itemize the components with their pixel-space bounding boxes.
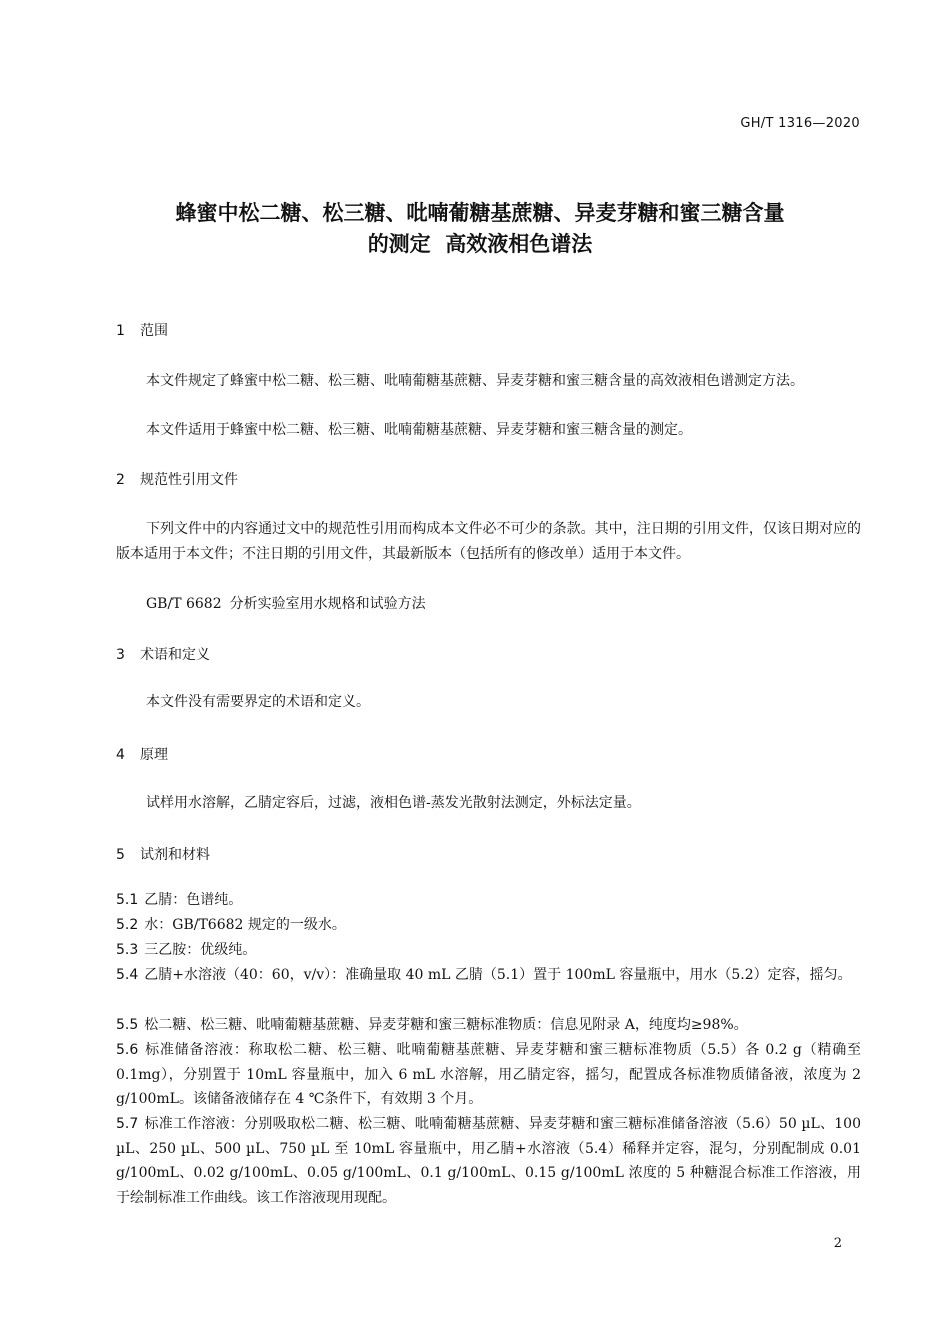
section-title: 原理 bbox=[140, 747, 168, 763]
section-3-paragraph-1: 本文件没有需要界定的术语和定义。 bbox=[146, 694, 370, 710]
reference-title: 分析实验室用水规格和试验方法 bbox=[229, 596, 426, 612]
clause-text: 乙腈+水溶液（40：60，v/v）：准确量取 40 mL 乙腈（5.1）置于 100mL 容量瓶中，用水（5.2）定容，摇匀。 bbox=[144, 967, 852, 983]
section-4-paragraph-1: 试样用水溶解，乙腈定容后，过滤，液相色谱-蒸发光散射法测定，外标法定量。 bbox=[146, 795, 641, 811]
clause-number: 5.7 bbox=[116, 1116, 139, 1132]
section-3-heading bbox=[116, 644, 210, 664]
section-5-heading bbox=[116, 844, 210, 864]
section-1-paragraph-1: 本文件规定了蜂蜜中松二糖、松三糖、吡喃葡糖基蔗糖、异麦芽糖和蜜三糖含量的高效液相色谱测定方法。 bbox=[146, 373, 804, 389]
document-title bbox=[100, 198, 860, 260]
section-1-paragraph-2: 本文件适用于蜂蜜中松二糖、松三糖、吡喃葡糖基蔗糖、异麦芽糖和蜜三糖含量的测定。 bbox=[146, 422, 692, 438]
clause-text: 松二糖、松三糖、吡喃葡糖基蔗糖、异麦芽糖和蜜三糖标准物质：信息见附录 A，纯度均≥98%。 bbox=[144, 1017, 748, 1033]
clause-5-4 bbox=[116, 963, 861, 988]
section-2-paragraph-1: 下列文件中的内容通过文中的规范性引用而构成本文件必不可少的条款。其中，注日期的引用文件，仅该日期对应的版本适用于本文件；不注日期的引用文件，其最新版本（包括所有的修改单）适用于本文件。 bbox=[116, 521, 861, 562]
section-number: 3 bbox=[116, 647, 125, 663]
clause-5-2 bbox=[116, 913, 861, 938]
section-title: 范围 bbox=[140, 323, 168, 339]
section-2-heading bbox=[116, 469, 238, 489]
section-1-heading bbox=[116, 320, 168, 340]
clause-5-7 bbox=[116, 1112, 861, 1210]
normative-reference bbox=[146, 593, 426, 613]
clause-number: 5.4 bbox=[116, 967, 139, 983]
section-4-heading bbox=[116, 744, 168, 764]
clause-text: 标准工作溶液：分别吸取松二糖、松三糖、吡喃葡糖基蔗糖、异麦芽糖和蜜三糖标准储备溶液（5.6）50 µL、100 µL、250 µL、500 µL、750 µL 至 10mL 容量瓶中，用乙腈+水溶液（5.4）稀释并定容，混匀，分别配制成 0.01 g/100mL、0.02 g/100mL、0.05 g/100mL、0.1 g/100mL、0.15 g/100mL 浓度的 5 种糖混合标准工作溶液，用于绘制标准工作曲线。该工作溶液现用现配。 bbox=[116, 1116, 861, 1206]
title-line-2: 的测定 高效液相色谱法 bbox=[367, 232, 593, 256]
section-number: 4 bbox=[116, 747, 125, 763]
section-title: 术语和定义 bbox=[140, 647, 210, 663]
section-number: 1 bbox=[116, 323, 125, 339]
section-number: 5 bbox=[116, 847, 125, 863]
section-title: 试剂和材料 bbox=[140, 847, 210, 863]
page-number: 2 bbox=[833, 1236, 842, 1251]
clause-number: 5.5 bbox=[116, 1017, 139, 1033]
clause-5-3 bbox=[116, 938, 861, 963]
section-number: 2 bbox=[116, 472, 125, 488]
clause-number: 5.6 bbox=[116, 1042, 139, 1058]
clause-number: 5.1 bbox=[116, 892, 139, 908]
standard-code: GH/T 1316—2020 bbox=[740, 116, 860, 131]
clause-5-1 bbox=[116, 888, 861, 913]
section-title: 规范性引用文件 bbox=[140, 472, 238, 488]
clause-number: 5.3 bbox=[116, 942, 139, 958]
clause-text: 水：GB/T6682 规定的一级水。 bbox=[144, 917, 346, 933]
reference-code: GB/T 6682 bbox=[146, 596, 222, 612]
clause-text: 乙腈：色谱纯。 bbox=[144, 892, 243, 908]
clause-number: 5.2 bbox=[116, 917, 139, 933]
clause-text: 三乙胺：优级纯。 bbox=[144, 942, 257, 958]
clause-5-5 bbox=[116, 1013, 861, 1038]
title-line-1: 蜂蜜中松二糖、松三糖、吡喃葡糖基蔗糖、异麦芽糖和蜜三糖含量 bbox=[175, 201, 785, 225]
clause-text: 标准储备溶液：称取松二糖、松三糖、吡喃葡糖基蔗糖、异麦芽糖和蜜三糖标准物质（5.5）各 0.2 g（精确至 0.1mg），分别置于 10mL 容量瓶中，加入 6 mL 水溶解，用乙腈定容，摇匀，配置成各标准物质储备液，浓度为 2 g/100mL。该储备液储存在 4 ℃条件下，有效期 3 个月。 bbox=[116, 1042, 861, 1107]
clause-5-6 bbox=[116, 1038, 861, 1112]
